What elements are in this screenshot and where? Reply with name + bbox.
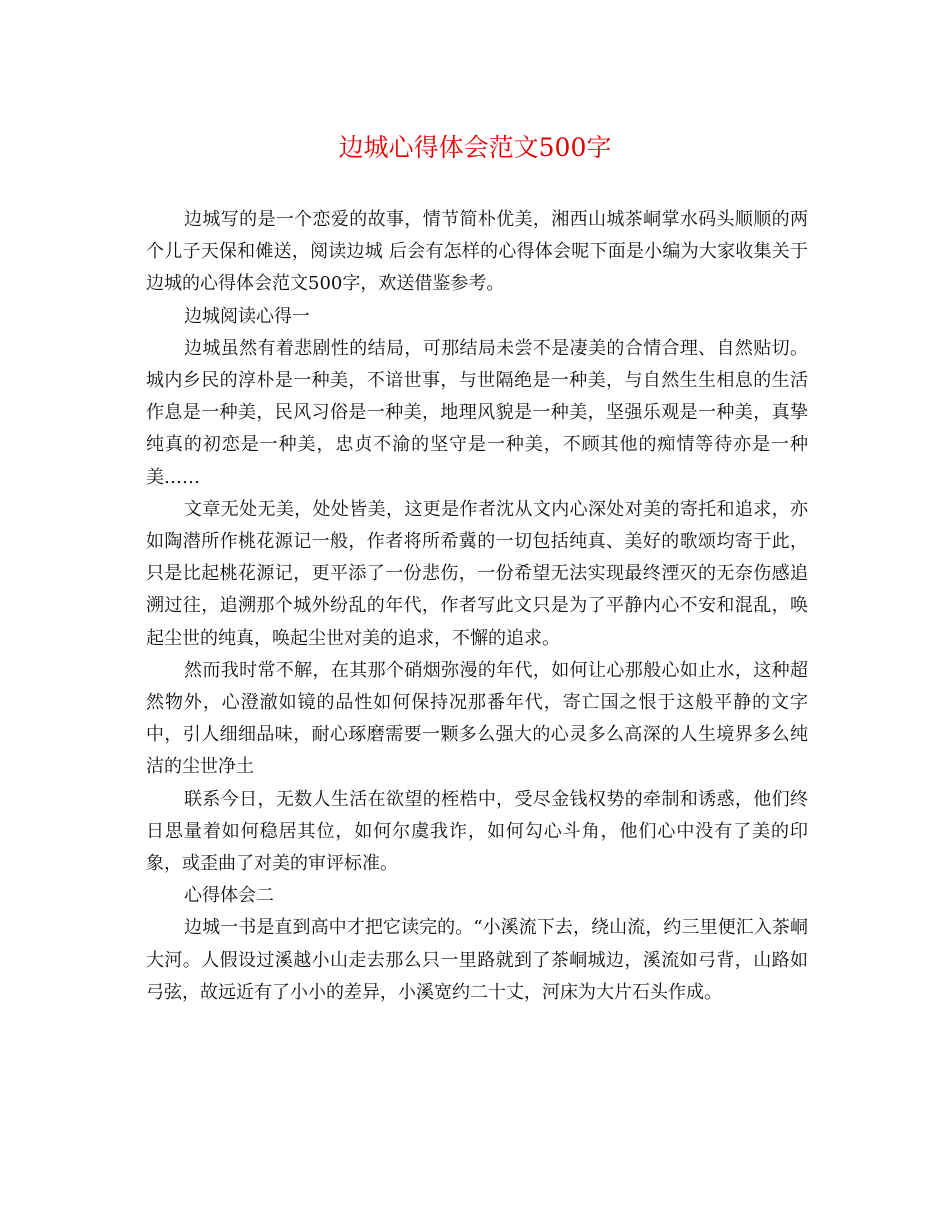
- section-heading-2: 心得体会二: [184, 885, 274, 907]
- intro-paragraph: 边城写的是一个恋爱的故事，情节简朴优美，湘西山城茶峒掌水码头顺顺的两个儿子天保和傩送，阅读边城 后会有怎样的心得体会呢下面是小编为大家收集关于边城的心得体会范文500字，欢送借鉴参考。: [146, 209, 808, 295]
- body-paragraph: 边城一书是直到高中才把它读完的。“小溪流下去，绕山流，约三里便汇入茶峒大河。人假设过溪越小山走去那么只一里路就到了茶峒城边，溪流如弓背，山路如弓弦，故远近有了小小的差异，小溪宽约二十丈，河床为大片石头作成。: [146, 917, 808, 1003]
- body-paragraph: 然而我时常不解，在其那个硝烟弥漫的年代，如何让心那般心如止水，这种超然物外，心澄澈如镜的品性如何保持况那番年代，寄亡国之恨于这般平静的文字中，引人细细品味，耐心琢磨需要一颗多么强大的心灵多么高深的人生境界多么纯洁的尘世净土: [146, 659, 808, 778]
- document-body: [146, 204, 808, 1009]
- body-paragraph: 联系今日，无数人生活在欲望的桎梏中，受尽金钱权势的牵制和诱惑，他们终日思量着如何稳居其位，如何尔虞我诈，如何勾心斗角，他们心中没有了美的印象，或歪曲了对美的审评标准。: [146, 788, 808, 875]
- body-paragraph: 文章无处无美，处处皆美，这更是作者沈从文内心深处对美的寄托和追求，亦如陶潜所作桃花源记一般，作者将所希冀的一切包括纯真、美好的歌颂均寄于此，只是比起桃花源记，更平添了一份悲伤，一份希望无法实现最终湮灭的无奈伤感追溯过往，追溯那个城外纷乱的年代，作者写此文只是为了平静内心不安和混乱，唤起尘世的纯真，唤起尘世对美的追求，不懈的追求。: [146, 498, 808, 649]
- section-heading-1: 边城阅读心得一: [184, 305, 310, 327]
- body-paragraph: 边城虽然有着悲剧性的结局，可那结局未尝不是凄美的合情合理、自然贴切。城内乡民的淳朴是一种美，不谙世事，与世隔绝是一种美，与自然生生相息的生活作息是一种美，民风习俗是一种美，地理风貌是一种美，坚强乐观是一种美，真挚纯真的初恋是一种美，忠贞不渝的坚守是一种美，不顾其他的痴情等待亦是一种美……: [146, 337, 808, 488]
- document-title: 边城心得体会范文500字: [338, 133, 612, 162]
